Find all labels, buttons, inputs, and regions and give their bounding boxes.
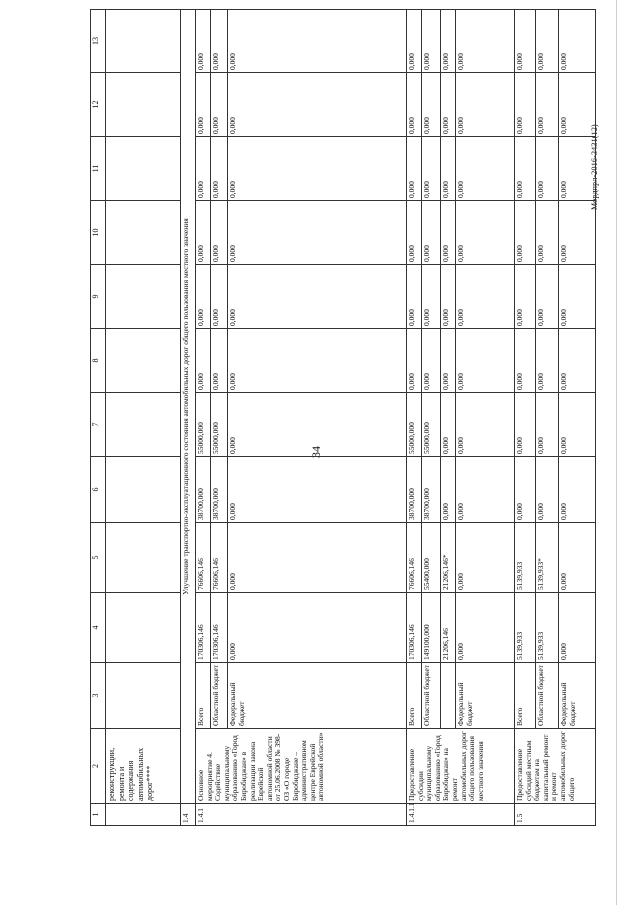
value-cell: 38700,000 bbox=[211, 457, 228, 523]
header-cell: 4 bbox=[91, 593, 106, 663]
value-cell: 0,000 bbox=[536, 201, 559, 265]
value-cell: 0,000 bbox=[456, 523, 515, 593]
funding-source-cell: Областной бюджет bbox=[211, 663, 228, 729]
value-cell: 0,000 bbox=[422, 73, 441, 137]
funding-source-cell: Всего bbox=[515, 663, 536, 729]
value-cell: 5139,933 bbox=[515, 593, 536, 663]
header-cell: 3 bbox=[91, 663, 106, 729]
value-cell: 0,000 bbox=[441, 393, 456, 457]
table-row bbox=[196, 10, 211, 826]
value-cell: 0,000 bbox=[211, 329, 228, 393]
value-cell: 0,000 bbox=[515, 137, 536, 201]
value-cell: 0,000 bbox=[536, 457, 559, 523]
table-row bbox=[407, 10, 422, 826]
value-cell: 0,000 bbox=[559, 393, 596, 457]
funding-source-cell: Федеральный бюджет bbox=[228, 663, 407, 729]
header-cell: 5 bbox=[91, 523, 106, 593]
value-cell: 0,000 bbox=[407, 265, 422, 329]
code-cell bbox=[106, 804, 181, 826]
table-row bbox=[515, 10, 536, 826]
value-cell: 0,000 bbox=[228, 10, 407, 73]
value-cell: 0,000 bbox=[211, 201, 228, 265]
value-cell: 0,000 bbox=[456, 393, 515, 457]
value-cell: 0,000 bbox=[559, 523, 596, 593]
value-cell: 0,000 bbox=[211, 137, 228, 201]
value-cell: 170306,146 bbox=[211, 593, 228, 663]
header-cell: 13 bbox=[91, 10, 106, 73]
value-cell: 5139,933 bbox=[536, 593, 559, 663]
value-cell: 0,000 bbox=[407, 137, 422, 201]
value-cell: 0,000 bbox=[536, 393, 559, 457]
value-cell: 0,000 bbox=[559, 73, 596, 137]
value-cell: 0,000 bbox=[441, 201, 456, 265]
row-name-cell: Основное мероприятие 4. Содействие муниципальному образованию «Город Биробиджан» в реализации закона Еврейской автономной области от 25.06.2008 № 398-ОЗ «О городе Биробиджане – административном центре Еврейской автономной области» bbox=[196, 729, 407, 804]
section-code: 1.4 bbox=[181, 804, 196, 826]
table-row bbox=[228, 10, 407, 826]
header-cell: 9 bbox=[91, 265, 106, 329]
value-cell: 0,000 bbox=[536, 265, 559, 329]
value-cell: 21206,146 bbox=[441, 593, 456, 663]
value-cell: 0,000 bbox=[407, 73, 422, 137]
budget-table bbox=[90, 9, 596, 826]
value-cell: 0,000 bbox=[211, 10, 228, 73]
value-cell: 0,000 bbox=[559, 137, 596, 201]
value-cell: 55000,000 bbox=[407, 393, 422, 457]
value-cell: 0,000 bbox=[456, 201, 515, 265]
header-cell: 2 bbox=[91, 729, 106, 804]
value-cell: 0,000 bbox=[456, 137, 515, 201]
value-cell: 0,000 bbox=[536, 73, 559, 137]
value-cell: 0,000 bbox=[211, 73, 228, 137]
table-row bbox=[441, 10, 456, 826]
header-cell: 1 bbox=[91, 804, 106, 826]
header-cell: 10 bbox=[91, 201, 106, 265]
value-cell: 55400,000 bbox=[422, 523, 441, 593]
value-cell: 0,000 bbox=[441, 10, 456, 73]
value-cell: 0,000 bbox=[196, 73, 211, 137]
value-cell: 0,000 bbox=[228, 457, 407, 523]
value-cell: 0,000 bbox=[536, 10, 559, 73]
value-cell: 0,000 bbox=[559, 265, 596, 329]
table-row bbox=[456, 10, 515, 826]
page-edge-line bbox=[616, 0, 617, 905]
value-cell: 0,000 bbox=[441, 137, 456, 201]
value-cell: 0,000 bbox=[536, 137, 559, 201]
value-cell: 0,000 bbox=[228, 593, 407, 663]
page-number-text: 34 bbox=[309, 446, 323, 458]
value-cell: 0,000 bbox=[422, 201, 441, 265]
name-cell: реконструкции, ремонта и содержания автомобильных дорог**** bbox=[106, 729, 181, 804]
empty-cell bbox=[106, 137, 181, 201]
value-cell: 38700,000 bbox=[422, 457, 441, 523]
value-cell: 0,000 bbox=[456, 457, 515, 523]
funding-source-cell: Областной бюджет bbox=[422, 663, 441, 729]
row-code-cell: 1.5 bbox=[515, 804, 596, 826]
value-cell: 0,000 bbox=[211, 265, 228, 329]
value-cell: 0,000 bbox=[228, 523, 407, 593]
table-sheet bbox=[90, 31, 577, 826]
value-cell: 0,000 bbox=[515, 329, 536, 393]
empty-cell bbox=[106, 265, 181, 329]
value-cell: 0,000 bbox=[559, 593, 596, 663]
value-cell: 0,000 bbox=[559, 329, 596, 393]
value-cell: 0,000 bbox=[407, 10, 422, 73]
value-cell: 0,000 bbox=[456, 593, 515, 663]
value-cell: 0,000 bbox=[407, 201, 422, 265]
value-cell: 0,000 bbox=[515, 73, 536, 137]
empty-cell bbox=[106, 593, 181, 663]
value-cell: 0,000 bbox=[515, 10, 536, 73]
value-cell: 38700,000 bbox=[196, 457, 211, 523]
value-cell: 76606,146 bbox=[196, 523, 211, 593]
table-row bbox=[211, 10, 228, 826]
document-stamp-text: Мордпрл-2016-3431(12) bbox=[590, 124, 599, 210]
value-cell: 0,000 bbox=[228, 265, 407, 329]
value-cell: 0,000 bbox=[441, 73, 456, 137]
value-cell: 0,000 bbox=[422, 265, 441, 329]
value-cell: 0,000 bbox=[559, 457, 596, 523]
header-cell: 6 bbox=[91, 457, 106, 523]
value-cell: 76606,146 bbox=[211, 523, 228, 593]
value-cell: 0,000 bbox=[456, 10, 515, 73]
value-cell: 0,000 bbox=[559, 10, 596, 73]
empty-cell bbox=[106, 73, 181, 137]
table-row bbox=[559, 10, 596, 826]
row-code-cell: 1.4.1.1 bbox=[407, 804, 515, 826]
section-title: Улучшение транспортно-эксплуатационного состояния автомобильных дорог общего пользования местного значения bbox=[181, 10, 196, 804]
value-cell: 0,000 bbox=[228, 393, 407, 457]
funding-source-cell: Областной бюджет bbox=[536, 663, 559, 729]
table-row bbox=[106, 10, 181, 826]
value-cell: 0,000 bbox=[228, 137, 407, 201]
funding-source-cell: Всего bbox=[407, 663, 422, 729]
value-cell: 21206,146* bbox=[441, 523, 456, 593]
value-cell: 76606,146 bbox=[407, 523, 422, 593]
value-cell: 149100,000 bbox=[422, 593, 441, 663]
value-cell: 0,000 bbox=[196, 201, 211, 265]
value-cell: 0,000 bbox=[196, 265, 211, 329]
header-cell: 12 bbox=[91, 73, 106, 137]
value-cell: 0,000 bbox=[536, 329, 559, 393]
table-row bbox=[536, 10, 559, 826]
value-cell: 5139,933* bbox=[536, 523, 559, 593]
empty-cell bbox=[106, 393, 181, 457]
value-cell: 0,000 bbox=[422, 10, 441, 73]
value-cell: 0,000 bbox=[422, 329, 441, 393]
value-cell: 0,000 bbox=[515, 265, 536, 329]
value-cell: 0,000 bbox=[559, 201, 596, 265]
value-cell: 0,000 bbox=[441, 265, 456, 329]
header-cell: 8 bbox=[91, 329, 106, 393]
empty-cell bbox=[106, 329, 181, 393]
header-cell: 7 bbox=[91, 393, 106, 457]
value-cell: 0,000 bbox=[456, 73, 515, 137]
value-cell: 0,000 bbox=[422, 137, 441, 201]
value-cell: 0,000 bbox=[196, 10, 211, 73]
empty-cell bbox=[106, 663, 181, 729]
table-row bbox=[422, 10, 441, 826]
funding-source-cell bbox=[441, 663, 456, 729]
value-cell: 0,000 bbox=[441, 329, 456, 393]
row-code-cell: 1.4.1 bbox=[196, 804, 407, 826]
empty-cell bbox=[106, 201, 181, 265]
value-cell: 0,000 bbox=[228, 329, 407, 393]
value-cell: 0,000 bbox=[515, 457, 536, 523]
value-cell: 0,000 bbox=[456, 329, 515, 393]
empty-cell bbox=[106, 457, 181, 523]
value-cell: 0,000 bbox=[515, 201, 536, 265]
value-cell: 55000,000 bbox=[196, 393, 211, 457]
value-cell: 55000,000 bbox=[422, 393, 441, 457]
header-cell: 11 bbox=[91, 137, 106, 201]
rotated-table-wrapper bbox=[90, 31, 577, 826]
value-cell: 0,000 bbox=[456, 265, 515, 329]
value-cell: 0,000 bbox=[196, 329, 211, 393]
value-cell: 170306,146 bbox=[407, 593, 422, 663]
value-cell: 5139,933 bbox=[515, 523, 536, 593]
funding-source-cell: Всего bbox=[196, 663, 211, 729]
row-name-cell: Предоставление субсидии муниципальному образованию «Город Биробиджан» на ремонт автомобильных дорог общего пользования местного значения bbox=[407, 729, 515, 804]
funding-source-cell: Федеральный бюджет bbox=[559, 663, 596, 729]
empty-cell bbox=[106, 523, 181, 593]
value-cell: 0,000 bbox=[407, 329, 422, 393]
value-cell: 170306,146 bbox=[196, 593, 211, 663]
section-row bbox=[181, 10, 196, 826]
value-cell: 55000,000 bbox=[211, 393, 228, 457]
header-row bbox=[91, 10, 106, 826]
empty-cell bbox=[106, 10, 181, 73]
value-cell: 0,000 bbox=[196, 137, 211, 201]
funding-source-cell: Федеральный бюджет bbox=[456, 663, 515, 729]
value-cell: 38700,000 bbox=[407, 457, 422, 523]
value-cell: 0,000 bbox=[515, 393, 536, 457]
value-cell: 0,000 bbox=[228, 201, 407, 265]
value-cell: 0,000 bbox=[228, 73, 407, 137]
value-cell: 0,000 bbox=[441, 457, 456, 523]
row-name-cell: Предоставление субсидий местным бюджетам на капитальный ремонт и ремонт автомобильных дорог общего bbox=[515, 729, 596, 804]
